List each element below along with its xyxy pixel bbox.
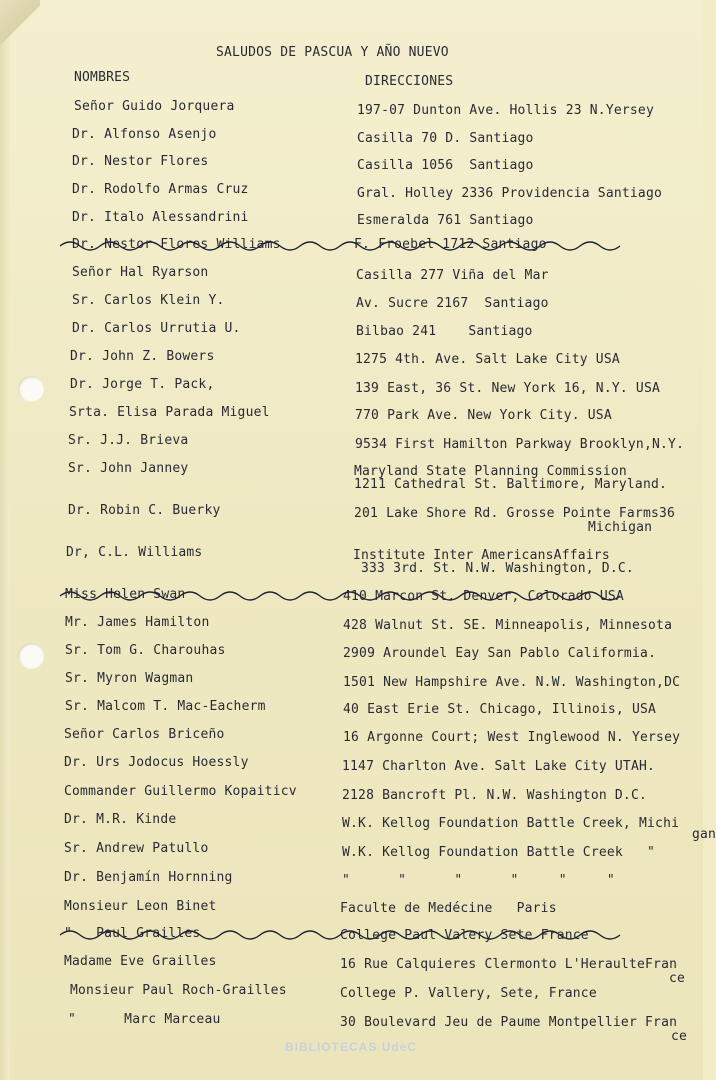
contact-name: Dr. Carlos Urrutia U.	[72, 321, 241, 336]
contact-name: " Paul Grailles	[64, 926, 201, 941]
contact-address: 16 Argonne Court; West Inglewood N. Yersey	[343, 730, 681, 745]
contact-name: " Marc Marceau	[68, 1012, 221, 1027]
contact-address: Maryland State Planning Commission	[354, 464, 627, 479]
watermark-main: BIBLIOTECAS	[285, 1040, 378, 1054]
contact-address: Casilla 1056 Santiago	[357, 158, 534, 173]
contact-address: 40 East Erie St. Chicago, Illinois, USA	[343, 702, 657, 717]
contact-address-continued: 1211 Cathedral St. Baltimore, Maryland.	[354, 477, 668, 492]
punch-hole	[18, 376, 44, 402]
contact-address-continued: ce	[671, 1029, 688, 1044]
contact-address: 9534 First Hamilton Parkway Brooklyn,N.Y.	[355, 437, 685, 452]
contact-name: Dr. Nestor Flores Williams	[72, 237, 281, 252]
contact-name: Dr. Urs Jodocus Hoessly	[64, 755, 249, 770]
contact-address: 410 Marcon St. Denver, Colorado USA	[343, 589, 624, 604]
contact-address-continued: Michigan	[588, 520, 653, 535]
contact-name: Mr. James Hamilton	[65, 615, 210, 630]
contact-address: 30 Boulevard Jeu de Paume Montpellier Fran	[340, 1015, 678, 1030]
contact-address: 139 East, 36 St. New York 16, N.Y. USA	[355, 381, 661, 396]
contact-name: Monsieur Paul Roch-Grailles	[70, 983, 287, 998]
contact-address: Casilla 277 Viña del Mar	[356, 268, 549, 283]
contact-name: Dr, C.L. Williams	[66, 545, 203, 560]
strike-through-line	[60, 926, 680, 946]
contact-address: Esmeralda 761 Santiago	[357, 213, 534, 228]
contact-name: Dr. Benjamín Hornning	[64, 870, 233, 885]
contact-address-continued: 333 3rd. St. N.W. Washington, D.C.	[361, 561, 634, 576]
contact-address: 197-07 Dunton Ave. Hollis 23 N.Yersey	[357, 103, 654, 118]
contact-address: Casilla 70 D. Santiago	[357, 131, 534, 146]
contact-name: Señor Guido Jorquera	[74, 99, 235, 114]
contact-name: Sr. Tom G. Charouhas	[65, 643, 226, 658]
contact-address: W.K. Kellog Foundation Battle Creek "	[342, 845, 656, 860]
contact-address: 1501 New Hampshire Ave. N.W. Washington,DC	[343, 675, 681, 690]
contact-name: Dr. John Z. Bowers	[70, 349, 215, 364]
contact-address: College Paul Valery Sete France	[340, 928, 589, 943]
library-watermark	[285, 1040, 417, 1054]
contact-name: Dr. Rodolfo Armas Cruz	[72, 182, 249, 197]
paper-edge	[0, 0, 10, 1080]
punch-hole	[18, 643, 44, 669]
contact-address: 16 Rue Calquieres Clermonto L'HeraulteFran	[340, 957, 678, 972]
folded-corner	[0, 0, 40, 60]
strike-through-line	[60, 587, 680, 607]
contact-address-continued: ce	[669, 971, 686, 986]
contact-name: Dr. Alfonso Asenjo	[72, 127, 217, 142]
contact-name: Madame Eve Grailles	[64, 954, 217, 969]
contact-name: Sr. Carlos Klein Y.	[72, 293, 225, 308]
contact-name: Commander Guillermo Kopaiticv	[64, 784, 297, 799]
contact-name: Dr. Italo Alessandrini	[72, 210, 249, 225]
contact-address: " " " " " "	[342, 873, 615, 888]
contact-address-continued: gan	[692, 827, 716, 842]
document-title: SALUDOS DE PASCUA Y AÑO NUEVO	[216, 45, 449, 60]
contact-address: 2909 Aroundel Eay San Pablo Califormia.	[343, 646, 657, 661]
contact-name: Monsieur Leon Binet	[64, 899, 217, 914]
contact-address: Gral. Holley 2336 Providencia Santiago	[357, 186, 663, 201]
contact-name: Sr. Andrew Patullo	[64, 841, 209, 856]
contact-address: 201 Lake Shore Rd. Grosse Pointe Farms36	[354, 506, 676, 521]
addresses-header: DIRECCIONES	[365, 74, 454, 89]
names-header: NOMBRES	[74, 70, 131, 85]
contact-address: Av. Sucre 2167 Santiago	[356, 296, 549, 311]
contact-address: College P. Vallery, Sete, France	[340, 986, 597, 1001]
contact-address: W.K. Kellog Foundation Battle Creek, Michi	[342, 816, 680, 831]
contact-name: Miss Helen Swan	[65, 587, 186, 602]
contact-name: Señor Carlos Briceño	[64, 727, 225, 742]
contact-name: Srta. Elisa Parada Miguel	[69, 405, 270, 420]
contact-name: Dr. Nestor Flores	[72, 154, 209, 169]
contact-address: F. Froebel 1712 Santiago	[354, 237, 547, 252]
contact-address: Faculte de Medécine Paris	[340, 901, 557, 916]
contact-address: Bilbao 241 Santiago	[356, 324, 533, 339]
watermark-sub: UdeC	[381, 1040, 418, 1054]
contact-address: 1275 4th. Ave. Salt Lake City USA	[355, 352, 620, 367]
contact-name: Sr. Myron Wagman	[65, 671, 194, 686]
contact-address: 2128 Bancroft Pl. N.W. Washington D.C.	[342, 788, 648, 803]
contact-name: Sr. John Janney	[68, 461, 189, 476]
contact-name: Sr. Malcom T. Mac-Eacherm	[65, 699, 266, 714]
contact-address: 770 Park Ave. New York City. USA	[355, 408, 612, 423]
contact-address: 428 Walnut St. SE. Minneapolis, Minnesota	[343, 618, 673, 633]
contact-name: Dr. Robin C. Buerky	[68, 503, 221, 518]
strike-through-line	[60, 237, 680, 257]
contact-name: Sr. J.J. Brieva	[68, 433, 189, 448]
contact-name: Dr. Jorge T. Pack,	[70, 377, 215, 392]
contact-address: Institute Inter AmericansAffairs	[353, 548, 610, 563]
contact-name: Señor Hal Ryarson	[72, 265, 209, 280]
contact-name: Dr. M.R. Kinde	[64, 812, 177, 827]
contact-address: 1147 Charlton Ave. Salt Lake City UTAH.	[342, 759, 656, 774]
